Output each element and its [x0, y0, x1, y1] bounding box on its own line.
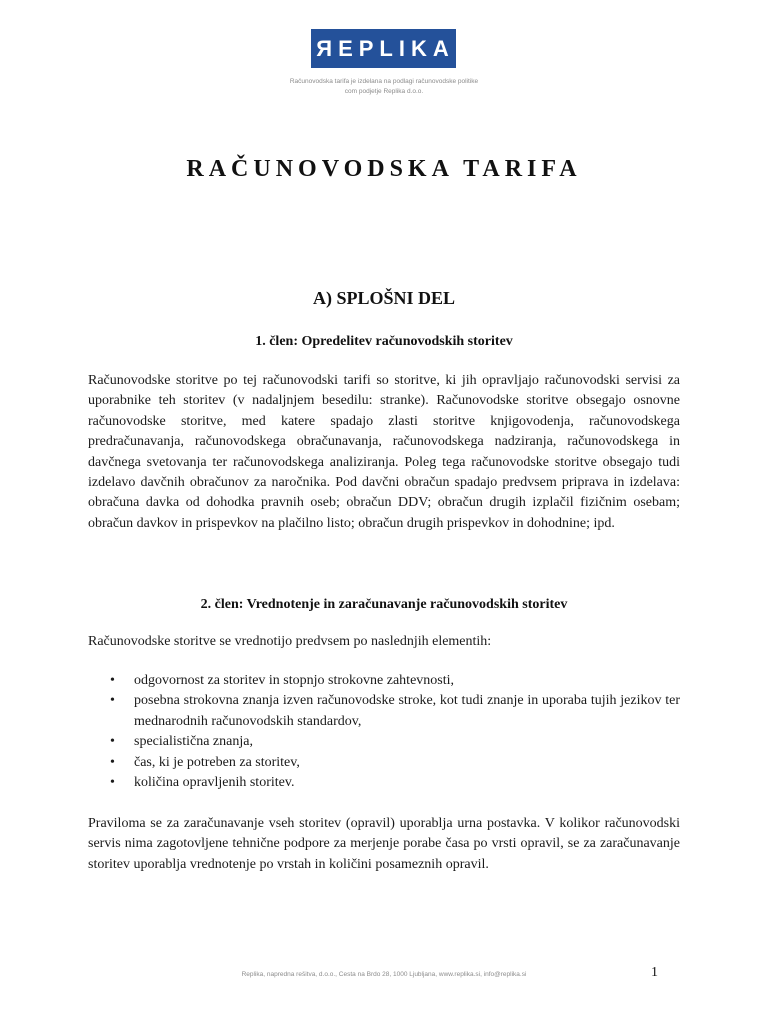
- article-1-heading: 1. člen: Opredelitev računovodskih storitev: [255, 334, 513, 349]
- article-2-closing: Praviloma se za zaračunavanje vseh storitev (opravil) uporablja urna postavka. V kolikor računovodski servis nima zagotovljene tehnične podpore za merjenje porabe časa po vrsti opravil, se za zaračunavanje storitev uporablja vrednotenje po vrstah in količini posameznih opravil.: [88, 816, 680, 872]
- section-title: A) SPLOŠNI DEL: [312, 288, 456, 308]
- article-1-paragraph: Računovodske storitve po tej računovodski tarifi so storitve, ki jih opravljajo računovodski servisi za uporabnike teh storitev (v nadaljnjem besedilu: stranke). Računovodske storitve obsegajo osnovne računovodske storitve, med katere spadajo zlasti storitve knjigovodenja, računovodskega predračunavanja, računovodskega obračunavanja, računovodskega nadziranja, računovodskega in davčnega svetovanja ter računovodskega analiziranja. Poleg tega računovodske storitve obsegajo tudi izdelavo davčnih obračunov za naročnika. Pod davčni obračun spadajo predvsem priprava in izdelava: obračuna davka od dohodka pravnih oseb; obračun DDV; obračun drugih izplačil fizičnim osebam; obračun davkov in prispevkov na plačilno listo; obračun drugih prispevkov in dohodnine; ipd.: [88, 373, 680, 531]
- list-item-text: specialistična znanja,: [134, 734, 253, 750]
- list-item: [110, 732, 680, 752]
- company-logo: ЯEPLIKA: [311, 29, 456, 68]
- criteria-list: [110, 671, 680, 793]
- bullet-icon: •: [110, 775, 115, 791]
- document-title: RAČUNOVODSKA TARIFA: [186, 156, 582, 182]
- list-item-text: posebna strokovna znanja izven računovodske stroke, kot tudi znanje in uporaba tujih jezikov ter mednarodnih računovodskih standardov,: [134, 693, 680, 729]
- list-item: [110, 753, 680, 773]
- footer-contact: Replika, napredna rešitva, d.o.o., Cesta na Brdo 28, 1000 Ljubljana, www.replika.si, info@replika.si: [241, 971, 527, 978]
- list-item: [110, 773, 680, 793]
- article-2-heading: 2. člen: Vrednotenje in zaračunavanje računovodskih storitev: [200, 597, 568, 612]
- page-number: 1: [651, 965, 658, 980]
- list-item-text: čas, ki je potreben za storitev,: [134, 754, 300, 770]
- list-item: [110, 691, 680, 732]
- list-item: [110, 671, 680, 691]
- bullet-icon: •: [110, 734, 115, 750]
- bullet-icon: •: [110, 693, 115, 709]
- list-item-text: odgovornost za storitev in stopnjo strokovne zahtevnosti,: [134, 673, 455, 688]
- article-2-intro: Računovodske storitve se vrednotijo predvsem po naslednjih elementih:: [88, 634, 492, 649]
- logo-subtitle: Računovodska tarifa je izdelana na podlagi računovodske politike com podjetje Replika d.o.o.: [289, 78, 479, 95]
- bullet-icon: •: [110, 673, 115, 688]
- list-item-text: količina opravljenih storitev.: [134, 775, 295, 791]
- bullet-icon: •: [110, 754, 115, 770]
